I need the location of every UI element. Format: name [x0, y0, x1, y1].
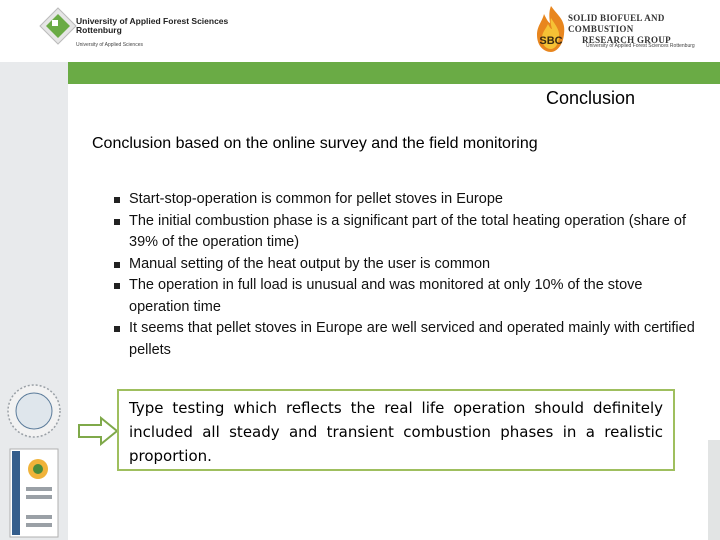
- side-strip: [708, 440, 720, 540]
- slide-subheading: Conclusion based on the online survey and the field monitoring: [92, 135, 538, 152]
- bullet-item: The initial combustion phase is a significant part of the total heating operation (share of 39% of the operation time): [114, 211, 704, 254]
- bullet-item: The operation in full load is unusual and was monitored at only 10% of the stove operation time: [114, 275, 704, 318]
- university-logo: [38, 6, 78, 46]
- slide-title: Conclusion: [546, 88, 636, 108]
- sbc-logo-text: SBC: [539, 35, 563, 47]
- slide-header: [0, 0, 720, 62]
- sbc-flame-logo: [530, 4, 572, 54]
- bullet-square-icon: [114, 219, 120, 225]
- arrow-right-icon: [77, 416, 119, 446]
- bullet-square-icon: [114, 283, 120, 289]
- group-name: SOLID BIOFUEL AND COMBUSTION RESEARCH GROUP: [568, 13, 671, 45]
- university-name: University of Applied Forest Sciences Rottenburg: [76, 16, 229, 35]
- bullet-list: [114, 189, 704, 361]
- award-badges: [4, 383, 64, 540]
- bullet-square-icon: [114, 197, 120, 203]
- bullet-square-icon: [114, 262, 120, 268]
- bullet-square-icon: [114, 326, 120, 332]
- header-band: [0, 62, 720, 84]
- bullet-item: Manual setting of the heat output by the user is common: [114, 254, 704, 276]
- bullet-item: It seems that pellet stoves in Europe are well serviced and operated mainly with certified pellets: [114, 318, 704, 361]
- bullet-item: Start-stop-operation is common for pellet stoves in Europe: [114, 189, 704, 211]
- university-sub: University of Applied Sciences: [76, 42, 143, 48]
- group-sub: University of Applied Forest Sciences Rottenburg: [586, 43, 695, 49]
- callout-box: Type testing which reflects the real life operation should definitely included all steady and transient combustion phases in a realistic proportion.: [117, 389, 675, 471]
